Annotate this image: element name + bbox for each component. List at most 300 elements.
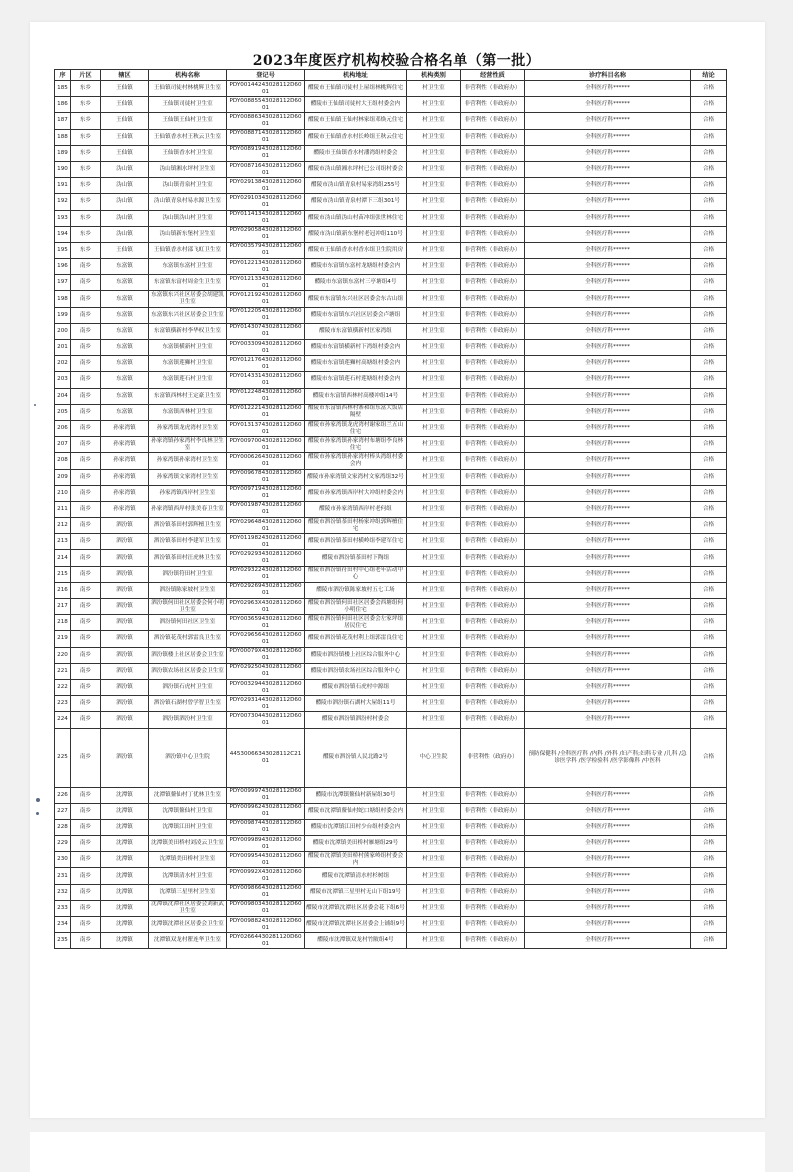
cell-conclusion: 合格 bbox=[691, 113, 727, 129]
cell-operation-nature: 非营利性（非政府办） bbox=[461, 372, 525, 388]
table-row bbox=[55, 728, 727, 787]
cell-conclusion: 合格 bbox=[691, 712, 727, 728]
table-row bbox=[55, 631, 727, 647]
cell-district: 南乡 bbox=[71, 803, 101, 819]
cell-institution-name: 沈潭镇双龙村瞿连华卫生室 bbox=[149, 933, 227, 949]
cell-institution-address: 醴陵市东富镇横新村下湾组村委会内 bbox=[305, 340, 407, 356]
cell-operation-nature: 非营利性（非政府办） bbox=[461, 631, 525, 647]
table-row bbox=[55, 917, 727, 933]
cell-institution-name: 沈潭镇沈潭社区居委会刘新武卫生室 bbox=[149, 900, 227, 916]
table-row bbox=[55, 518, 727, 534]
cell-institution-name: 东富镇东富村卫生室 bbox=[149, 259, 227, 275]
cell-department-names: 全科医疗科****** bbox=[525, 194, 691, 210]
cell-jurisdiction: 泗汾镇 bbox=[101, 663, 149, 679]
cell-row-number: 221 bbox=[55, 663, 71, 679]
cell-institution-address: 醴陵市东富镇西林村寨和组东富大饭店隔壁 bbox=[305, 404, 407, 420]
qualified-institutions-table bbox=[54, 69, 727, 949]
cell-institution-address: 醴陵市泗汾镇人民北路2号 bbox=[305, 728, 407, 787]
cell-institution-name: 东富镇莲狮村卫生室 bbox=[149, 356, 227, 372]
cell-institution-name: 王仙镇司徒村林桃辉卫生室 bbox=[149, 81, 227, 97]
cell-jurisdiction: 沈潭镇 bbox=[101, 884, 149, 900]
table-row bbox=[55, 259, 727, 275]
cell-department-names: 全科医疗科****** bbox=[525, 340, 691, 356]
cell-department-names: 全科医疗科****** bbox=[525, 388, 691, 404]
cell-row-number: 223 bbox=[55, 696, 71, 712]
cell-district: 东乡 bbox=[71, 161, 101, 177]
cell-conclusion: 合格 bbox=[691, 97, 727, 113]
table-row bbox=[55, 210, 727, 226]
cell-operation-nature: 非营利性（非政府办） bbox=[461, 787, 525, 803]
cell-department-names: 全科医疗科****** bbox=[525, 210, 691, 226]
cell-jurisdiction: 沈潭镇 bbox=[101, 868, 149, 884]
cell-department-names: 全科医疗科****** bbox=[525, 534, 691, 550]
cell-operation-nature: 非营利性（非政府办） bbox=[461, 307, 525, 323]
cell-institution-address: 醴陵市孙家湾镇孙家湾村棒头湾组村委会内 bbox=[305, 453, 407, 469]
cell-operation-nature: 非营利性（非政府办） bbox=[461, 663, 525, 679]
cell-institution-address: 醴陵市沩山镇湘水坪村已公司组村委会 bbox=[305, 161, 407, 177]
cell-registration-number: PDY02931443028112D60 01 bbox=[227, 696, 305, 712]
cell-conclusion: 合格 bbox=[691, 884, 727, 900]
cell-institution-name: 孙家湾镇孙家湾村卫生室 bbox=[149, 453, 227, 469]
cell-row-number: 211 bbox=[55, 501, 71, 517]
cell-registration-number: PDY01198243028112D60 01 bbox=[227, 534, 305, 550]
cell-district: 南乡 bbox=[71, 372, 101, 388]
cell-district: 南乡 bbox=[71, 615, 101, 631]
cell-institution-category: 村卫生室 bbox=[407, 599, 461, 615]
cell-conclusion: 合格 bbox=[691, 679, 727, 695]
cell-department-names: 全科医疗科****** bbox=[525, 884, 691, 900]
cell-registration-number: PDY01433143028112D60 01 bbox=[227, 372, 305, 388]
table-row bbox=[55, 129, 727, 145]
cell-district: 南乡 bbox=[71, 275, 101, 291]
cell-registration-number: PDY01313743028112D60 01 bbox=[227, 420, 305, 436]
column-header-operation-nature: 经营性质 bbox=[461, 70, 525, 81]
cell-operation-nature: 非营利性（政府办） bbox=[461, 728, 525, 787]
table-row bbox=[55, 420, 727, 436]
cell-district: 南乡 bbox=[71, 388, 101, 404]
cell-institution-name: 孙家湾镇文家湾村卫生室 bbox=[149, 469, 227, 485]
cell-department-names: 全科医疗科****** bbox=[525, 518, 691, 534]
cell-jurisdiction: 沩山镇 bbox=[101, 194, 149, 210]
cell-institution-category: 村卫生室 bbox=[407, 404, 461, 420]
cell-department-names: 全科医疗科****** bbox=[525, 259, 691, 275]
cell-department-names: 全科医疗科****** bbox=[525, 307, 691, 323]
cell-jurisdiction: 东富镇 bbox=[101, 323, 149, 339]
cell-conclusion: 合格 bbox=[691, 803, 727, 819]
cell-department-names: 全科医疗科****** bbox=[525, 226, 691, 242]
cell-institution-category: 村卫生室 bbox=[407, 663, 461, 679]
cell-conclusion: 合格 bbox=[691, 226, 727, 242]
cell-conclusion: 合格 bbox=[691, 485, 727, 501]
column-header-registration-number: 登记号 bbox=[227, 70, 305, 81]
cell-district: 南乡 bbox=[71, 340, 101, 356]
cell-conclusion: 合格 bbox=[691, 340, 727, 356]
cell-institution-category: 村卫生室 bbox=[407, 803, 461, 819]
cell-row-number: 200 bbox=[55, 323, 71, 339]
cell-conclusion: 合格 bbox=[691, 178, 727, 194]
table-row bbox=[55, 356, 727, 372]
cell-operation-nature: 非营利性（非政府办） bbox=[461, 194, 525, 210]
cell-department-names: 全科医疗科****** bbox=[525, 323, 691, 339]
cell-institution-category: 村卫生室 bbox=[407, 868, 461, 884]
cell-district: 南乡 bbox=[71, 712, 101, 728]
cell-institution-address: 醴陵市沈潭镇江田村少台组村委会内 bbox=[305, 819, 407, 835]
cell-department-names: 全科医疗科****** bbox=[525, 900, 691, 916]
cell-row-number: 188 bbox=[55, 129, 71, 145]
table-row bbox=[55, 663, 727, 679]
scan-mark bbox=[34, 404, 36, 406]
cell-conclusion: 合格 bbox=[691, 787, 727, 803]
cell-district: 南乡 bbox=[71, 933, 101, 949]
cell-institution-name: 泗汾镇石虎村卫生室 bbox=[149, 679, 227, 695]
cell-conclusion: 合格 bbox=[691, 194, 727, 210]
cell-institution-name: 沈潭镇美田桥村刘凌云卫生室 bbox=[149, 836, 227, 852]
cell-institution-address: 醴陵市孙家湾镇西岸村老何组 bbox=[305, 501, 407, 517]
cell-institution-address: 醴陵市泗汾镇泗汾村村委会 bbox=[305, 712, 407, 728]
cell-institution-category: 村卫生室 bbox=[407, 566, 461, 582]
cell-institution-address: 醴陵市东富镇横新村匡家湾组 bbox=[305, 323, 407, 339]
cell-jurisdiction: 沩山镇 bbox=[101, 178, 149, 194]
cell-institution-category: 村卫生室 bbox=[407, 469, 461, 485]
cell-conclusion: 合格 bbox=[691, 550, 727, 566]
cell-district: 南乡 bbox=[71, 917, 101, 933]
table-row bbox=[55, 97, 727, 113]
cell-institution-name: 沈潭镇江田村卫生室 bbox=[149, 819, 227, 835]
cell-jurisdiction: 王仙镇 bbox=[101, 145, 149, 161]
cell-institution-category: 村卫生室 bbox=[407, 615, 461, 631]
cell-row-number: 216 bbox=[55, 582, 71, 598]
cell-institution-name: 泗汾镇花茂村郭雷良卫生室 bbox=[149, 631, 227, 647]
cell-department-names: 全科医疗科****** bbox=[525, 501, 691, 517]
cell-institution-address: 醴陵市东富镇莲石村莲塘组村委会内 bbox=[305, 372, 407, 388]
cell-conclusion: 合格 bbox=[691, 323, 727, 339]
column-header-institution-category: 机构类别 bbox=[407, 70, 461, 81]
cell-registration-number: PDY02925043028112D60 01 bbox=[227, 663, 305, 679]
cell-institution-name: 孙家湾镇西岸村卫生室 bbox=[149, 485, 227, 501]
cell-operation-nature: 非营利性（非政府办） bbox=[461, 884, 525, 900]
cell-conclusion: 合格 bbox=[691, 145, 727, 161]
cell-conclusion: 合格 bbox=[691, 647, 727, 663]
cell-operation-nature: 非营利性（非政府办） bbox=[461, 259, 525, 275]
cell-operation-nature: 非营利性（非政府办） bbox=[461, 615, 525, 631]
cell-jurisdiction: 王仙镇 bbox=[101, 113, 149, 129]
cell-registration-number: PDY00999743028112D60 01 bbox=[227, 787, 305, 803]
table-row bbox=[55, 852, 727, 868]
cell-operation-nature: 非营利性（非政府办） bbox=[461, 933, 525, 949]
cell-institution-name: 东富镇莲石村卫生室 bbox=[149, 372, 227, 388]
cell-institution-category: 村卫生室 bbox=[407, 226, 461, 242]
cell-conclusion: 合格 bbox=[691, 917, 727, 933]
cell-operation-nature: 非营利性（非政府办） bbox=[461, 900, 525, 916]
cell-row-number: 187 bbox=[55, 113, 71, 129]
table-row bbox=[55, 388, 727, 404]
cell-jurisdiction: 东富镇 bbox=[101, 388, 149, 404]
cell-conclusion: 合格 bbox=[691, 469, 727, 485]
cell-institution-category: 村卫生室 bbox=[407, 275, 461, 291]
cell-institution-name: 泗汾镇中心卫生院 bbox=[149, 728, 227, 787]
cell-department-names: 全科医疗科****** bbox=[525, 291, 691, 307]
cell-jurisdiction: 沈潭镇 bbox=[101, 819, 149, 835]
cell-institution-category: 村卫生室 bbox=[407, 631, 461, 647]
cell-department-names: 全科医疗科****** bbox=[525, 582, 691, 598]
cell-institution-address: 醴陵市沩山镇青泉村易家湾组255号 bbox=[305, 178, 407, 194]
cell-district: 东乡 bbox=[71, 210, 101, 226]
cell-registration-number: PDY00365943028112D60 01 bbox=[227, 615, 305, 631]
cell-registration-number: PDY00730443028112D60 01 bbox=[227, 712, 305, 728]
cell-institution-category: 村卫生室 bbox=[407, 388, 461, 404]
table-row bbox=[55, 161, 727, 177]
cell-institution-name: 沩山镇沩山村卫生室 bbox=[149, 210, 227, 226]
cell-registration-number: PDY00891943028112D60 01 bbox=[227, 145, 305, 161]
cell-district: 南乡 bbox=[71, 663, 101, 679]
cell-conclusion: 合格 bbox=[691, 372, 727, 388]
cell-conclusion: 合格 bbox=[691, 437, 727, 453]
cell-district: 东乡 bbox=[71, 178, 101, 194]
table-row bbox=[55, 868, 727, 884]
cell-district: 东乡 bbox=[71, 81, 101, 97]
cell-institution-category: 村卫生室 bbox=[407, 534, 461, 550]
cell-institution-category: 村卫生室 bbox=[407, 787, 461, 803]
table-row bbox=[55, 485, 727, 501]
table-row bbox=[55, 696, 727, 712]
cell-department-names: 全科医疗科****** bbox=[525, 113, 691, 129]
cell-department-names: 全科医疗科****** bbox=[525, 803, 691, 819]
cell-institution-name: 泗汾镇符田村卫生室 bbox=[149, 566, 227, 582]
cell-operation-nature: 非营利性（非政府办） bbox=[461, 712, 525, 728]
cell-institution-name: 沈潭镇清水村卫生室 bbox=[149, 868, 227, 884]
cell-institution-name: 泗汾镇茶田村汪虎林卫生室 bbox=[149, 550, 227, 566]
cell-registration-number: PDY01219243028112D60 01 bbox=[227, 291, 305, 307]
cell-institution-category: 村卫生室 bbox=[407, 836, 461, 852]
cell-district: 南乡 bbox=[71, 884, 101, 900]
cell-department-names: 全科医疗科****** bbox=[525, 663, 691, 679]
cell-registration-number: PDY00330943028112D60 01 bbox=[227, 340, 305, 356]
table-row bbox=[55, 453, 727, 469]
cell-operation-nature: 非营利性（非政府办） bbox=[461, 97, 525, 113]
cell-registration-number: PDY00079X43028112D60 01 bbox=[227, 647, 305, 663]
cell-district: 东乡 bbox=[71, 97, 101, 113]
cell-department-names: 全科医疗科****** bbox=[525, 178, 691, 194]
cell-district: 南乡 bbox=[71, 291, 101, 307]
table-row bbox=[55, 787, 727, 803]
cell-jurisdiction: 孙家湾镇 bbox=[101, 469, 149, 485]
cell-registration-number: PDY00887143028112D60 01 bbox=[227, 129, 305, 145]
cell-registration-number: PDY00987443028112D60 01 bbox=[227, 819, 305, 835]
cell-institution-name: 王仙镇王仙村卫生室 bbox=[149, 113, 227, 129]
cell-jurisdiction: 泗汾镇 bbox=[101, 631, 149, 647]
cell-operation-nature: 非营利性（非政府办） bbox=[461, 388, 525, 404]
cell-row-number: 202 bbox=[55, 356, 71, 372]
cell-institution-name: 沩山镇青泉村卫生室 bbox=[149, 178, 227, 194]
cell-institution-name: 沩山镇青泉村易水源卫生室 bbox=[149, 194, 227, 210]
cell-row-number: 219 bbox=[55, 631, 71, 647]
cell-conclusion: 合格 bbox=[691, 836, 727, 852]
cell-district: 南乡 bbox=[71, 852, 101, 868]
cell-jurisdiction: 泗汾镇 bbox=[101, 582, 149, 598]
cell-jurisdiction: 沩山镇 bbox=[101, 161, 149, 177]
column-header-row-number: 序 bbox=[55, 70, 71, 81]
cell-operation-nature: 非营利性（非政府办） bbox=[461, 696, 525, 712]
cell-institution-category: 村卫生室 bbox=[407, 129, 461, 145]
cell-conclusion: 合格 bbox=[691, 900, 727, 916]
cell-row-number: 217 bbox=[55, 599, 71, 615]
cell-conclusion: 合格 bbox=[691, 819, 727, 835]
cell-institution-name: 泗汾镇茶田村李建军卫生室 bbox=[149, 534, 227, 550]
cell-institution-category: 村卫生室 bbox=[407, 178, 461, 194]
table-row bbox=[55, 291, 727, 307]
cell-institution-category: 村卫生室 bbox=[407, 259, 461, 275]
cell-registration-number: PDY02929343028112D60 01 bbox=[227, 550, 305, 566]
cell-conclusion: 合格 bbox=[691, 631, 727, 647]
cell-district: 南乡 bbox=[71, 787, 101, 803]
table-row bbox=[55, 323, 727, 339]
column-header-jurisdiction: 辖区 bbox=[101, 70, 149, 81]
cell-row-number: 229 bbox=[55, 836, 71, 852]
cell-jurisdiction: 沈潭镇 bbox=[101, 917, 149, 933]
cell-conclusion: 合格 bbox=[691, 210, 727, 226]
cell-department-names: 全科医疗科****** bbox=[525, 81, 691, 97]
cell-registration-number: PDY01220543028112D60 01 bbox=[227, 307, 305, 323]
cell-jurisdiction: 东富镇 bbox=[101, 275, 149, 291]
cell-row-number: 201 bbox=[55, 340, 71, 356]
cell-conclusion: 合格 bbox=[691, 663, 727, 679]
cell-jurisdiction: 泗汾镇 bbox=[101, 518, 149, 534]
table-row bbox=[55, 712, 727, 728]
cell-district: 南乡 bbox=[71, 437, 101, 453]
cell-jurisdiction: 王仙镇 bbox=[101, 97, 149, 113]
cell-row-number: 194 bbox=[55, 226, 71, 242]
cell-row-number: 233 bbox=[55, 900, 71, 916]
cell-institution-address: 醴陵市孙家湾镇文家湾村文家湾组32号 bbox=[305, 469, 407, 485]
cell-department-names: 全科医疗科****** bbox=[525, 420, 691, 436]
cell-row-number: 199 bbox=[55, 307, 71, 323]
cell-institution-name: 泗汾镇何田社区卫生室 bbox=[149, 615, 227, 631]
cell-institution-category: 村卫生室 bbox=[407, 647, 461, 663]
cell-row-number: 195 bbox=[55, 242, 71, 258]
table-row bbox=[55, 307, 727, 323]
cell-department-names: 全科医疗科****** bbox=[525, 712, 691, 728]
cell-row-number: 197 bbox=[55, 275, 71, 291]
cell-institution-name: 泗汾镇农场社区居委会卫生室 bbox=[149, 663, 227, 679]
cell-institution-address: 醴陵市泗汾镇茶田村横岭组李建军住宅 bbox=[305, 534, 407, 550]
cell-institution-category: 中心卫生院 bbox=[407, 728, 461, 787]
cell-institution-category: 村卫生室 bbox=[407, 113, 461, 129]
cell-department-names: 全科医疗科****** bbox=[525, 868, 691, 884]
cell-jurisdiction: 沈潭镇 bbox=[101, 852, 149, 868]
cell-registration-number: PDY01222143028112D60 01 bbox=[227, 404, 305, 420]
cell-institution-address: 醴陵市王仙镇王仙村林家组邓焕元住宅 bbox=[305, 113, 407, 129]
cell-department-names: 全科医疗科****** bbox=[525, 97, 691, 113]
cell-institution-address: 醴陵市沈潭镇美田桥村雁塘组29号 bbox=[305, 836, 407, 852]
cell-district: 南乡 bbox=[71, 518, 101, 534]
table-row bbox=[55, 501, 727, 517]
cell-institution-address: 醴陵市泗汾镇何田社区居委会左家坪组居民住宅 bbox=[305, 615, 407, 631]
cell-registration-number: PDY01141343028112D60 01 bbox=[227, 210, 305, 226]
cell-jurisdiction: 孙家湾镇 bbox=[101, 453, 149, 469]
cell-conclusion: 合格 bbox=[691, 161, 727, 177]
cell-institution-name: 沈潭镇鳌仙村卫生室 bbox=[149, 803, 227, 819]
cell-department-names: 全科医疗科****** bbox=[525, 550, 691, 566]
cell-row-number: 209 bbox=[55, 469, 71, 485]
cell-district: 南乡 bbox=[71, 485, 101, 501]
cell-conclusion: 合格 bbox=[691, 615, 727, 631]
scan-mark bbox=[36, 798, 40, 802]
cell-conclusion: 合格 bbox=[691, 291, 727, 307]
cell-row-number: 189 bbox=[55, 145, 71, 161]
cell-registration-number: PDY02932243028112D60 01 bbox=[227, 566, 305, 582]
cell-row-number: 215 bbox=[55, 566, 71, 582]
cell-institution-category: 村卫生室 bbox=[407, 582, 461, 598]
cell-conclusion: 合格 bbox=[691, 852, 727, 868]
cell-department-names: 全科医疗科****** bbox=[525, 469, 691, 485]
table-row bbox=[55, 404, 727, 420]
table-row bbox=[55, 647, 727, 663]
cell-institution-category: 村卫生室 bbox=[407, 712, 461, 728]
cell-jurisdiction: 泗汾镇 bbox=[101, 728, 149, 787]
cell-district: 东乡 bbox=[71, 145, 101, 161]
cell-department-names: 全科医疗科****** bbox=[525, 696, 691, 712]
cell-district: 南乡 bbox=[71, 323, 101, 339]
cell-department-names: 全科医疗科****** bbox=[525, 933, 691, 949]
cell-district: 南乡 bbox=[71, 868, 101, 884]
cell-jurisdiction: 孙家湾镇 bbox=[101, 485, 149, 501]
cell-institution-category: 村卫生室 bbox=[407, 437, 461, 453]
cell-department-names: 全科医疗科****** bbox=[525, 615, 691, 631]
cell-operation-nature: 非营利性（非政府办） bbox=[461, 420, 525, 436]
cell-department-names: 全科医疗科****** bbox=[525, 566, 691, 582]
cell-institution-address: 醴陵市沈潭镇美田桥村熊家岭组村委会内 bbox=[305, 852, 407, 868]
cell-row-number: 231 bbox=[55, 868, 71, 884]
cell-registration-number: PDY00996243028112D60 01 bbox=[227, 803, 305, 819]
column-header-conclusion: 结论 bbox=[691, 70, 727, 81]
cell-institution-category: 村卫生室 bbox=[407, 210, 461, 226]
cell-institution-address: 醴陵市东富镇东富村龙塘组村委会内 bbox=[305, 259, 407, 275]
cell-operation-nature: 非营利性（非政府办） bbox=[461, 501, 525, 517]
cell-district: 南乡 bbox=[71, 582, 101, 598]
cell-conclusion: 合格 bbox=[691, 242, 727, 258]
cell-institution-name: 王仙镇香水村卫生室 bbox=[149, 145, 227, 161]
cell-jurisdiction: 泗汾镇 bbox=[101, 566, 149, 582]
cell-registration-number: PDY00886343028112D60 01 bbox=[227, 113, 305, 129]
cell-institution-address: 醴陵市王仙镇香水村长岭组王秋云住宅 bbox=[305, 129, 407, 145]
cell-operation-nature: 非营利性（非政府办） bbox=[461, 242, 525, 258]
cell-institution-category: 村卫生室 bbox=[407, 340, 461, 356]
cell-institution-name: 王仙镇香水村王秋云卫生室 bbox=[149, 129, 227, 145]
cell-department-names: 全科医疗科****** bbox=[525, 787, 691, 803]
cell-jurisdiction: 东富镇 bbox=[101, 372, 149, 388]
cell-institution-category: 村卫生室 bbox=[407, 161, 461, 177]
cell-row-number: 204 bbox=[55, 388, 71, 404]
cell-district: 南乡 bbox=[71, 534, 101, 550]
cell-jurisdiction: 沩山镇 bbox=[101, 210, 149, 226]
cell-operation-nature: 非营利性（非政府办） bbox=[461, 485, 525, 501]
cell-operation-nature: 非营利性（非政府办） bbox=[461, 803, 525, 819]
cell-district: 南乡 bbox=[71, 631, 101, 647]
cell-department-names: 全科医疗科****** bbox=[525, 631, 691, 647]
cell-institution-name: 东富镇西林村卫生室 bbox=[149, 404, 227, 420]
cell-institution-name: 泗汾镇何田社区居委会何小明卫生室 bbox=[149, 599, 227, 615]
cell-institution-address: 醴陵市沈潭镇三星里村无山下组19号 bbox=[305, 884, 407, 900]
cell-row-number: 191 bbox=[55, 178, 71, 194]
cell-operation-nature: 非营利性（非政府办） bbox=[461, 210, 525, 226]
cell-operation-nature: 非营利性（非政府办） bbox=[461, 868, 525, 884]
column-header-district: 片区 bbox=[71, 70, 101, 81]
cell-institution-address: 醴陵市沩山镇青泉村潭下三组301号 bbox=[305, 194, 407, 210]
cell-institution-category: 村卫生室 bbox=[407, 420, 461, 436]
cell-jurisdiction: 沈潭镇 bbox=[101, 787, 149, 803]
cell-registration-number: PDY00998943028112D60 01 bbox=[227, 836, 305, 852]
cell-district: 南乡 bbox=[71, 696, 101, 712]
